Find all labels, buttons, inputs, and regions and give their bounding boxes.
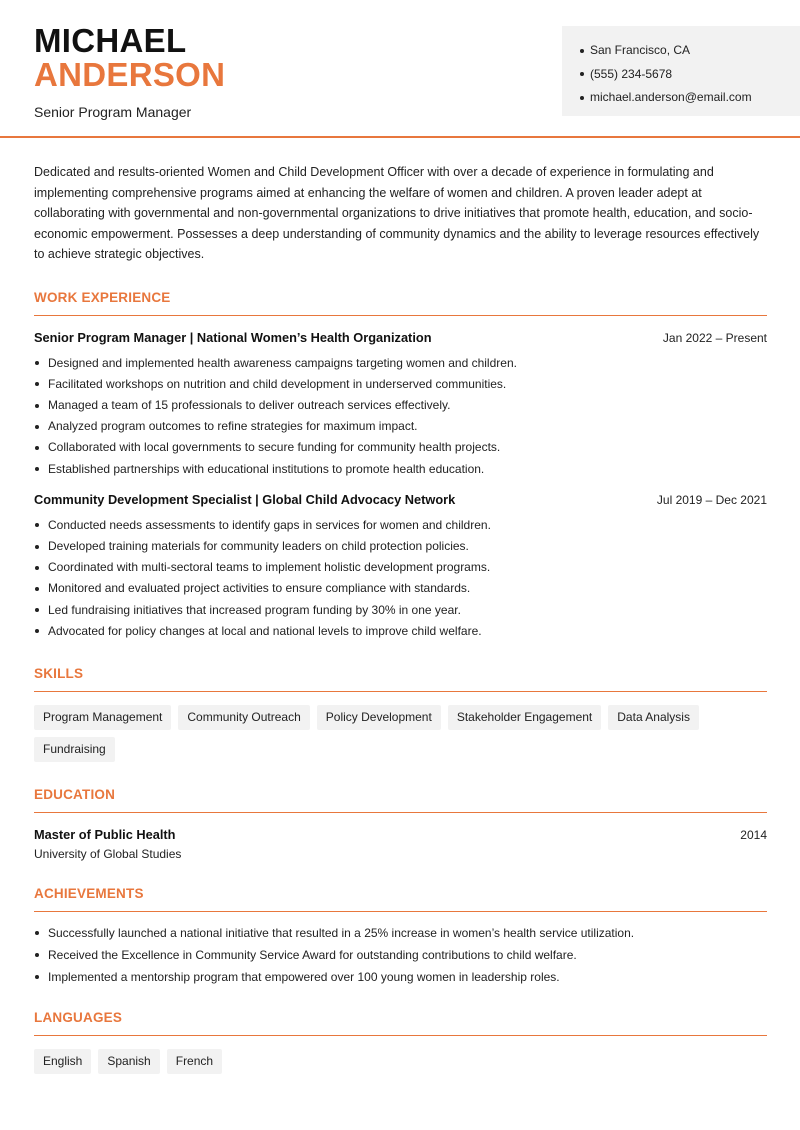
bullet-icon bbox=[35, 587, 39, 591]
language-tags bbox=[34, 1049, 767, 1074]
education-school: University of Global Studies bbox=[34, 846, 182, 861]
list-item bbox=[34, 416, 767, 437]
education-year: 2014 bbox=[740, 827, 767, 842]
bullet-icon bbox=[35, 953, 39, 957]
bullet-text: Collaborated with local governments to secure funding for community health projects. bbox=[48, 440, 501, 455]
job-role: Senior Program Manager | National Women’s Health Organization bbox=[34, 329, 432, 345]
list-item bbox=[34, 944, 767, 966]
bullet-icon bbox=[35, 545, 39, 549]
achievement-text: Successfully launched a national initiative that resulted in a 25% increase in women’s health service utilization. bbox=[48, 925, 635, 940]
skill-tag: Fundraising bbox=[34, 737, 115, 762]
job-title: Senior Program Manager bbox=[34, 104, 192, 120]
list-item bbox=[34, 374, 767, 395]
bullet-text: Led fundraising initiatives that increased program funding by 30% in one year. bbox=[48, 602, 461, 617]
list-item bbox=[34, 437, 767, 458]
section-title-achievements: ACHIEVEMENTS bbox=[34, 886, 767, 912]
bullet-text: Designed and implemented health awareness campaigns targeting women and children. bbox=[48, 355, 517, 370]
job-entry bbox=[34, 330, 767, 480]
job-role: Community Development Specialist | Global Child Advocacy Network bbox=[34, 491, 456, 507]
bullet-icon bbox=[35, 382, 39, 386]
job-bullets bbox=[34, 515, 767, 642]
list-item bbox=[34, 922, 767, 944]
skill-tag: Policy Development bbox=[317, 705, 441, 730]
contact-phone bbox=[580, 63, 800, 87]
bullet-icon bbox=[35, 629, 39, 633]
last-name: ANDERSON bbox=[34, 56, 226, 93]
bullet-text: Monitored and evaluated project activities to ensure compliance with standards. bbox=[48, 581, 471, 596]
location-text: San Francisco, CA bbox=[590, 43, 691, 57]
achievement-text: Received the Excellence in Community Service Award for outstanding contributions to child welfare. bbox=[48, 947, 577, 962]
resume-content bbox=[34, 162, 767, 1074]
bullet-icon bbox=[35, 425, 39, 429]
bullet-text: Facilitated workshops on nutrition and child development in underserved communities. bbox=[48, 376, 507, 391]
list-item bbox=[34, 557, 767, 578]
education-section bbox=[34, 787, 767, 861]
job-header bbox=[34, 492, 767, 507]
skill-tag: Data Analysis bbox=[608, 705, 699, 730]
list-item bbox=[34, 353, 767, 374]
skills-tags bbox=[34, 705, 767, 762]
section-title-education: EDUCATION bbox=[34, 787, 767, 813]
list-item bbox=[34, 536, 767, 557]
bullet-text: Conducted needs assessments to identify gaps in services for women and children. bbox=[48, 517, 491, 532]
skill-tag: Stakeholder Engagement bbox=[448, 705, 601, 730]
bullet-text: Advocated for policy changes at local and national levels to improve child welfare. bbox=[48, 623, 482, 638]
job-bullets bbox=[34, 353, 767, 480]
bullet-icon bbox=[580, 49, 584, 53]
contact-box bbox=[562, 26, 800, 116]
job-entry bbox=[34, 492, 767, 642]
list-item bbox=[34, 621, 767, 642]
bullet-icon bbox=[35, 566, 39, 570]
first-name: MICHAEL bbox=[34, 22, 187, 59]
bullet-icon bbox=[580, 96, 584, 100]
bullet-icon bbox=[35, 446, 39, 450]
contact-location bbox=[580, 39, 800, 63]
contact-email bbox=[580, 86, 800, 110]
resume-header bbox=[0, 0, 800, 138]
achievements-section bbox=[34, 886, 767, 988]
language-tag: English bbox=[34, 1049, 91, 1074]
language-tag: Spanish bbox=[98, 1049, 159, 1074]
education-degree: Master of Public Health bbox=[34, 826, 176, 842]
bullet-text: Managed a team of 15 professionals to deliver outreach services effectively. bbox=[48, 397, 451, 412]
bullet-icon bbox=[35, 361, 39, 365]
section-title-skills: SKILLS bbox=[34, 666, 767, 692]
phone-text: (555) 234-5678 bbox=[590, 66, 673, 81]
skill-tag: Program Management bbox=[34, 705, 171, 730]
achievements-list bbox=[34, 922, 767, 988]
section-title-languages: LANGUAGES bbox=[34, 1010, 767, 1036]
bullet-icon bbox=[35, 931, 39, 935]
skill-tag: Community Outreach bbox=[178, 705, 309, 730]
work-section bbox=[34, 290, 767, 642]
summary: Dedicated and results-oriented Women and Child Development Officer with over a decade of experience in formulating and implementing comprehensive programs aimed at enhancing the welfare of women and children. A proven leader adept at collaborating with governmental and non-governmental organizations to drive initiatives that promote health, education, and socio-economic empowerment. Possesses a deep understanding of community dynamics and the ability to leverage resources effectively to achieve strategic objectives. bbox=[34, 165, 760, 261]
bullet-icon bbox=[35, 523, 39, 527]
bullet-text: Developed training materials for community leaders on child protection policies. bbox=[48, 538, 469, 553]
name-block bbox=[34, 24, 225, 120]
education-header bbox=[34, 827, 767, 842]
achievement-text: Implemented a mentorship program that empowered over 100 young women in leadership roles. bbox=[48, 969, 560, 984]
bullet-text: Analyzed program outcomes to refine strategies for maximum impact. bbox=[48, 419, 418, 434]
list-item bbox=[34, 459, 767, 480]
bullet-icon bbox=[35, 404, 39, 408]
education-entry bbox=[34, 827, 767, 861]
job-header bbox=[34, 330, 767, 345]
list-item bbox=[34, 966, 767, 988]
languages-section bbox=[34, 1010, 767, 1074]
list-item bbox=[34, 600, 767, 621]
bullet-text: Established partnerships with educational institutions to promote health education. bbox=[48, 461, 485, 476]
job-date: Jul 2019 – Dec 2021 bbox=[656, 492, 767, 507]
list-item bbox=[34, 578, 767, 599]
job-date: Jan 2022 – Present bbox=[662, 330, 767, 345]
list-item bbox=[34, 395, 767, 416]
skills-section bbox=[34, 666, 767, 762]
language-tag: French bbox=[167, 1049, 222, 1074]
section-title-work: WORK EXPERIENCE bbox=[34, 290, 767, 316]
list-item bbox=[34, 515, 767, 536]
bullet-icon bbox=[580, 72, 584, 76]
bullet-icon bbox=[35, 975, 39, 979]
bullet-icon bbox=[35, 608, 39, 612]
bullet-icon bbox=[35, 467, 39, 471]
bullet-text: Coordinated with multi-sectoral teams to implement holistic development programs. bbox=[48, 560, 491, 575]
email-text: michael.anderson@email.com bbox=[590, 90, 752, 104]
